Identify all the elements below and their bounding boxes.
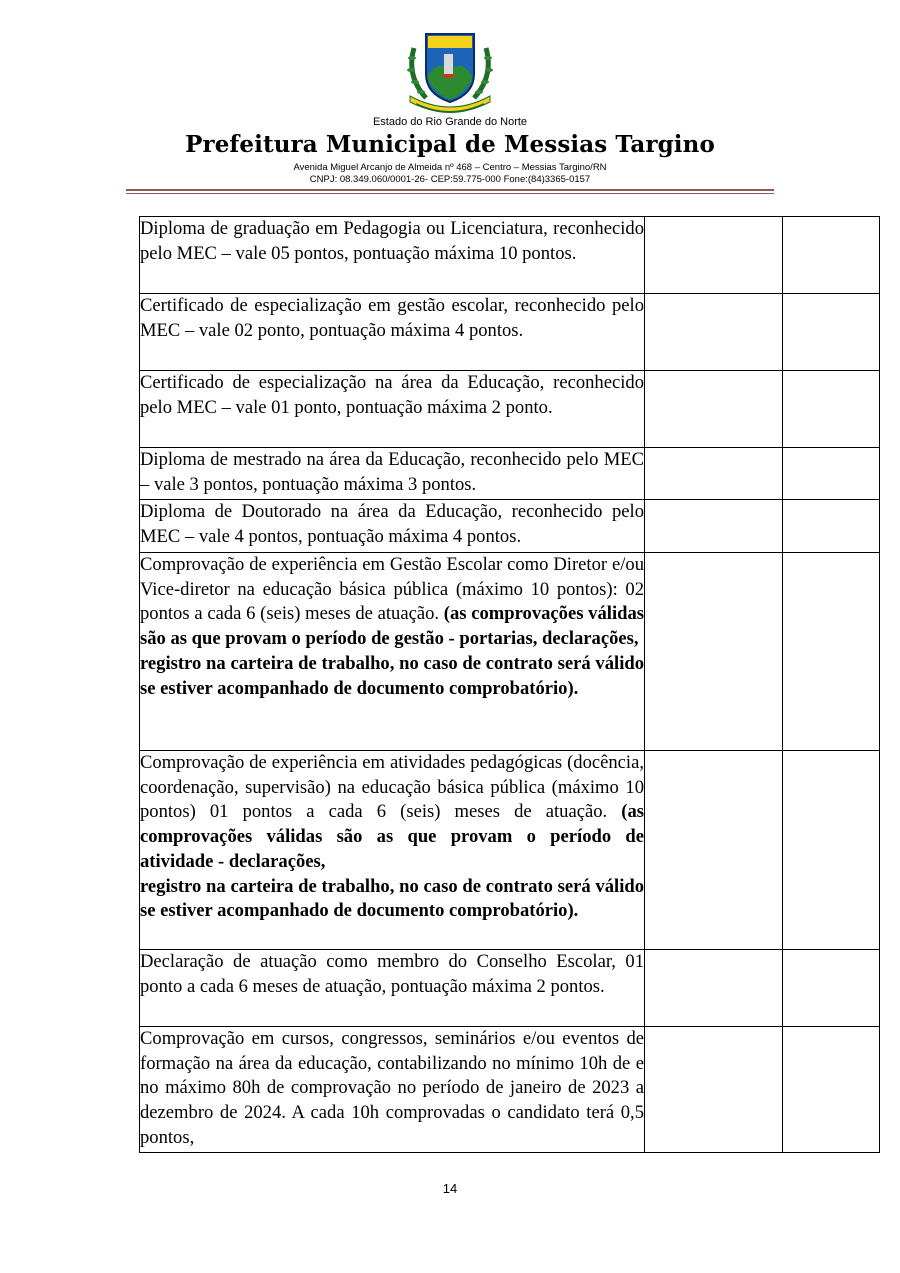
address-block bbox=[0, 162, 900, 186]
header-rule-thin bbox=[126, 193, 774, 194]
score-cell bbox=[645, 500, 783, 553]
score-cell bbox=[645, 553, 783, 751]
page-number: 14 bbox=[442, 1181, 458, 1196]
table-row bbox=[140, 217, 880, 294]
header-rule bbox=[126, 189, 774, 191]
score-cell bbox=[645, 294, 783, 371]
score-cell bbox=[645, 371, 783, 448]
criterion-text: Comprovação de experiência em Gestão Escolar como Diretor e/ou Vice-diretor na educação básica pública (máximo 10 pontos): 02 pontos a cada 6 (seis) meses de atuação. bbox=[140, 554, 644, 625]
table-row bbox=[140, 751, 880, 950]
score-cell bbox=[645, 950, 783, 1027]
criterion-cell: Certificado de especialização em gestão escolar, reconhecido pelo MEC – vale 02 ponto, pontuação máxima 4 pontos. bbox=[140, 294, 645, 371]
total-cell bbox=[783, 371, 880, 448]
criterion-bold-note-continued: registro na carteira de trabalho, no caso de contrato será válido se estiver acompanhado de documento comprobatório). bbox=[140, 652, 644, 699]
address-line: Avenida Miguel Arcanjo de Almeida nº 468 – Centro – Messias Targino/RN bbox=[293, 162, 607, 173]
municipal-crest-logo bbox=[404, 28, 496, 114]
score-cell bbox=[645, 1027, 783, 1153]
state-name: Estado do Rio Grande do Norte bbox=[372, 116, 528, 128]
criterion-cell: Diploma de graduação em Pedagogia ou Licenciatura, reconhecido pelo MEC – vale 05 pontos, pontuação máxima 10 pontos. bbox=[140, 217, 645, 294]
criterion-cell: Comprovação em cursos, congressos, seminários e/ou eventos de formação na área da educação, contabilizando no mínimo 10h de e no máximo 80h de comprovação no período de janeiro de 2023 a dezembro de 2024. A cada 10h comprovadas o candidato terá 0,5 pontos, bbox=[140, 1027, 645, 1153]
criterion-bold-note-continued: registro na carteira de trabalho, no caso de contrato será válido se estiver acompanhado de documento comprobatório). bbox=[140, 875, 644, 922]
total-cell bbox=[783, 1027, 880, 1153]
total-cell bbox=[783, 448, 880, 500]
criterion-cell: Diploma de mestrado na área da Educação, reconhecido pelo MEC – vale 3 pontos, pontuação máxima 3 pontos. bbox=[140, 448, 645, 500]
total-cell bbox=[783, 950, 880, 1027]
criterion-cell: Diploma de Doutorado na área da Educação, reconhecido pelo MEC – vale 4 pontos, pontuação máxima 4 pontos. bbox=[140, 500, 645, 553]
total-cell bbox=[783, 217, 880, 294]
total-cell bbox=[783, 751, 880, 950]
table-row bbox=[140, 553, 880, 751]
score-cell bbox=[645, 751, 783, 950]
total-cell bbox=[783, 500, 880, 553]
criterion-text: Comprovação de experiência em atividades pedagógicas (docência, coordenação, supervisão) na educação básica pública (máximo 10 pontos) 01 pontos a cada 6 (seis) meses de atuação. bbox=[140, 752, 644, 823]
table-row bbox=[140, 448, 880, 500]
criterion-cell: Declaração de atuação como membro do Conselho Escolar, 01 ponto a cada 6 meses de atuação, pontuação máxima 2 pontos. bbox=[140, 950, 645, 1027]
total-cell bbox=[783, 294, 880, 371]
criterion-bold-note: (as comprovações válidas são as que provam o período de atividade - declarações, bbox=[140, 801, 644, 872]
criterion-cell bbox=[140, 751, 645, 950]
table-row bbox=[140, 371, 880, 448]
scoring-table bbox=[139, 216, 880, 1153]
table-row bbox=[140, 500, 880, 553]
criterion-cell: Certificado de especialização na área da Educação, reconhecido pelo MEC – vale 01 ponto, pontuação máxima 2 ponto. bbox=[140, 371, 645, 448]
criterion-cell bbox=[140, 553, 645, 751]
contact-line: CNPJ: 08.349.060/0001-26- CEP:59.775-000 Fone:(84)3365-0157 bbox=[309, 174, 591, 185]
table-row bbox=[140, 294, 880, 371]
criterion-bold-note: (as comprovações válidas são as que provam o período de gestão - portarias, declarações, bbox=[140, 603, 644, 650]
score-cell bbox=[645, 217, 783, 294]
table-row bbox=[140, 950, 880, 1027]
total-cell bbox=[783, 553, 880, 751]
municipality-title: Prefeitura Municipal de Messias Targino bbox=[185, 131, 715, 158]
score-cell bbox=[645, 448, 783, 500]
table-row bbox=[140, 1027, 880, 1153]
